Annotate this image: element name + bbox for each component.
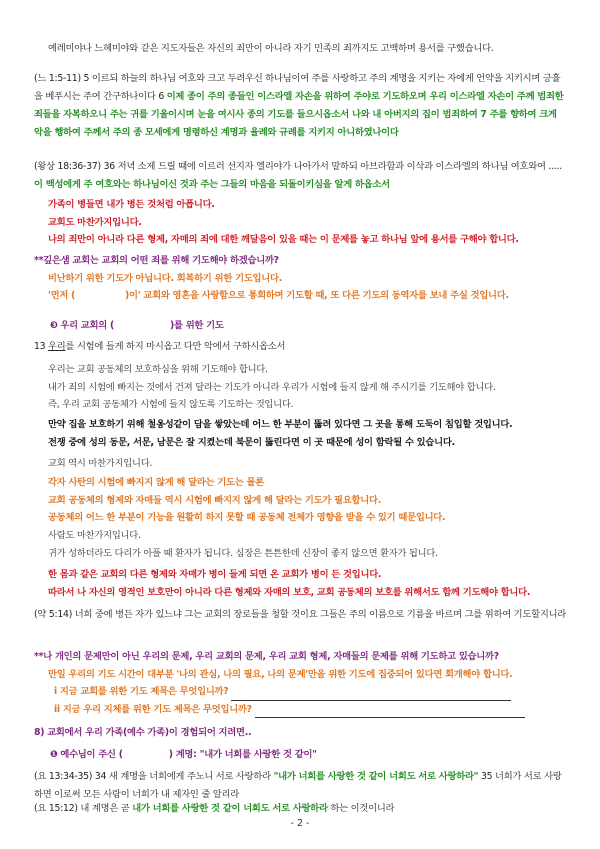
red-callout-2: 한 몸과 같은 교회의 다른 형제와 자매가 병이 들게 되면 온 교회가 병이 든 것입니다. 따라서 나 자신의 영적인 보호만이 아니라 다른 형제와 자매의 보호, 교회 공동체의 보호를 위해서도 함께 기도해야 합니다.	[48, 569, 531, 598]
question-text: **나 개인의 문제만이 아닌 우리의 문제, 우리 교회의 문제, 우리 교회 형제, 자매들의 문제를 위해 기도하고 있습니까?	[34, 651, 499, 662]
callout-line: 가족이 병들면 내가 병든 것처럼 아픕니다.	[48, 199, 215, 210]
question-2	[34, 648, 568, 718]
answer-line: 비난하기 위한 기도가 아닙니다. 회복하기 위한 기도입니다.	[48, 272, 283, 284]
prayer-topic-members-blank[interactable]	[255, 706, 525, 718]
john-13-passage: (요 13:34-35) 34 새 계명을 너희에게 주노니 서로 사랑하라 "내가 너희를 사랑한 것 같이 너희도 서로 사랑하라" 35 너희가 서로 사랑하면 이로써 모든 사람이 너희가 내 제자인 줄 알리라	[34, 771, 562, 800]
james-passage: (약 5:14) 너희 중에 병든 자가 있느냐 그는 교회의 장로들을 청할 것이요 그들은 주의 이름으로 기름을 바르며 그를 위하여 기도할지니라	[34, 609, 567, 620]
nehemiah-reference: (느 1:5-11) 5 이르되 하늘의 하나님 여호와 크고 두려우신 하나님이여 주를 사랑하고 주의 계명을 지키는 자에게 언약을 지키시며 긍휼을 베푸시는 주여 간구하나이다 6	[34, 73, 561, 102]
body-analogy: 사람도 마찬가지입니다. 귀가 성하더라도 다리가 아플 때 환자가 됩니다. 심장은 튼튼한데 신장이 좋지 않으면 환자가 됩니다.	[48, 530, 438, 559]
question-text: **깊은샘 교회는 교회의 어떤 죄를 위해 기도해야 하겠습니까?	[34, 255, 279, 266]
section-8-1-heading: ❶ 예수님이 주신 ( ) 계명: "내가 너희를 사랑한 것 같이"	[50, 749, 317, 760]
prayer-topic-church: i 지금 교회를 위한 기도 제목은 무엇입니까?	[34, 683, 568, 701]
john-15-passage: (요 15:12) 내 계명은 곧 내가 너희를 사랑한 것 같이 너희도 서로 사랑하라 하는 이것이니라	[34, 803, 395, 814]
section-8-heading: 8) 교회에서 우리 가족(예수 가족)이 경험되어 지려면..	[34, 727, 252, 738]
verse-13: 13 우리를 시험에 들게 하지 마시옵고 다만 악에서 구하시옵소서	[34, 341, 286, 352]
circled-number-3-icon: ❸	[50, 320, 58, 331]
verse-13-keyword: 우리	[48, 341, 66, 352]
section-3-heading: ❸ 우리 교회의 ( )를 위한 기도	[50, 320, 224, 331]
answer-line: 만일 우리의 기도 시간이 대부분 '나의 관심, 나의 필요, 나의 문제'만을 위한 기도에 집중되어 있다면 회개해야 합니다.	[48, 668, 513, 680]
prayer-topic-members: ii 지금 우리 지체를 위한 기도 제목은 무엇입니까?	[34, 701, 568, 719]
protection-paragraph: 우리는 교회 공동체의 보호하심을 위해 기도해야 합니다. 내가 죄의 시험에 빠지는 것에서 건져 달라는 기도가 아니라 우리가 시험에 들지 않게 해 주시기를 기도해야 합니다. 즉, 우리 교회 공동체가 시험에 들지 않도록 기도하는 것입니다.	[48, 364, 496, 410]
callout-line: 교회도 마찬가지입니다.	[48, 216, 142, 228]
callout-line: 나의 죄만이 아니라 다른 형제, 자매의 죄에 대한 깨달음이 있을 때는 이 문제를 놓고 하나님 앞에 용서를 구해야 합니다.	[48, 234, 519, 245]
church-same-text: 교회 역시 마찬가지입니다.	[48, 458, 153, 469]
question-1	[34, 252, 568, 305]
nehemiah-highlight: 이제 종이 주의 종들인 이스라엘 자손을 위하여 주야로 기도하오며 우리 이스라엘 자손이 주께 범죄한 죄들을 자복하오니 주는 귀를 기울이시며 눈을 여시사 종의 기도를 들으시옵소서 나와 내 아버지의 집이 범죄하여 7 주를 향하여 크게 악을 행하여 주께서 주의 종 모세에게 명령하신 계명과 율례와 규례를 지키지 아니하였나이다	[34, 91, 564, 138]
page-number: - 2 -	[290, 818, 310, 829]
prayer-topic-church-blank[interactable]	[231, 689, 511, 701]
red-callout-1	[48, 196, 568, 249]
kings-highlight: 이 백성에게 주 여호와는 하나님이신 것과 주는 그들의 마음을 되돌이키심을 알게 하옵소서	[34, 179, 390, 190]
answer-line: '먼저 ( )이' 교회와 영혼을 사랑함으로 통회하며 기도할 때, 또 다른 기도의 동역자를 보내 주실 것입니다.	[48, 290, 509, 301]
circled-number-1-icon: ❶	[50, 749, 58, 760]
nehemiah-passage	[34, 70, 568, 142]
intro-paragraph: 예레미야나 느헤미야와 같은 지도자들은 자신의 죄만이 아니라 자기 민족의 죄까지도 고백하며 용서를 구했습니다.	[48, 43, 494, 54]
fortress-analogy: 만약 집을 보호하기 위해 철옹성같이 담을 쌓았는데 어느 한 부분이 뚫려 있다면 그 곳을 통해 도둑이 침입할 것입니다. 전쟁 중에 성의 동문, 서문, 남문은 잘 지켰는데 북문이 뚫린다면 이 곳 때문에 성이 함락될 수 있습니다.	[48, 419, 513, 448]
orange-callout: 각자 사탄의 시험에 빠지지 않게 해 달라는 기도는 물론 교회 공동체의 형제와 자매들 역시 시험에 빠지지 않게 해 달라는 기도가 필요합니다. 공동체의 어느 한 부분이 기능을 원활히 하지 못할 때 공동체 전체가 영향을 받을 수 있기 때문입니다.	[48, 477, 446, 523]
kings-passage	[34, 158, 568, 194]
kings-reference: (왕상 18:36-37) 36 저녁 소제 드릴 때에 이르러 선지자 엘리야가 나아가서 말하되 아브라함과 이삭과 이스라엘의 하나님 여호와여 .....	[34, 161, 562, 172]
